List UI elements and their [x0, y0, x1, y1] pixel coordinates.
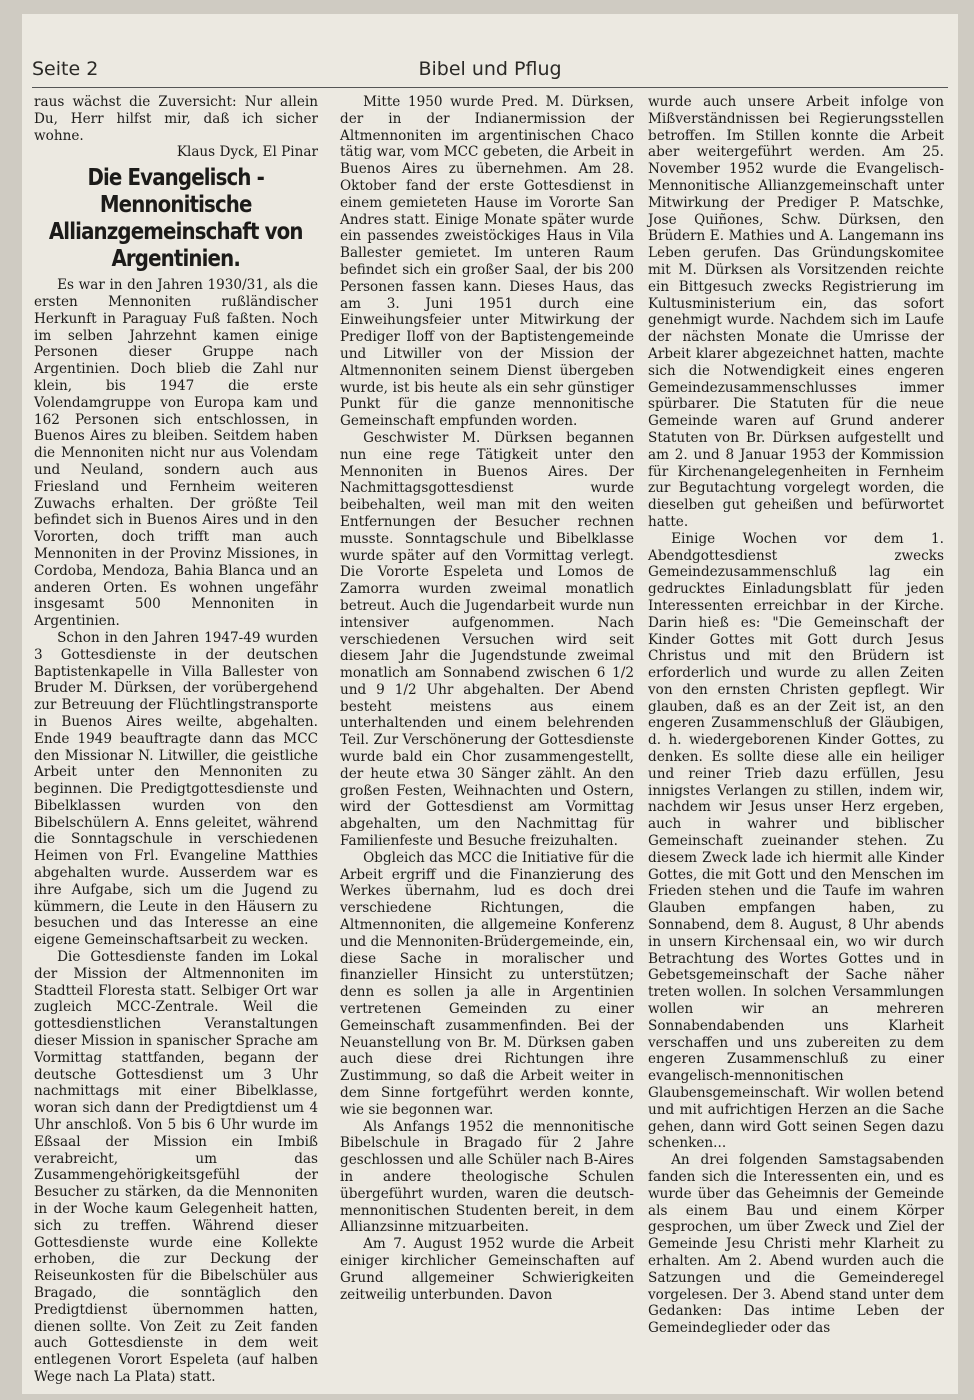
- paragraph: Die Gottesdienste fanden im Lokal der Mission der Altmennoniten im Stadtteil Floresta statt. Selbiger Ort war zugleich MCC-Zentrale. Weil die gottesdienstlichen Veranstaltungen dieser Mission in spanischer Sprache am Vormittag stattfanden, begann der deutsche Gottesdienst um 3 Uhr nachmittags mit einer Bibelklasse, woran sich dann der Predigtdienst um 4 Uhr anschloß. Von 5 bis 6 Uhr wurde im Eßsaal der Mission ein Imbiß verabreicht, um das Zusammengehörigkeitsgefühl der Besucher zu stärken, da die Mennoniten in der Woche kaum Gelegenheit hatten, sich zu treffen. Während dieser Gottesdienste wurde eine Kollekte erhoben, die zur Deckung der Reiseunkosten für die Bibelschüler aus Bragado, die sonntäglich den Predigtdienst übernommen hatten, dienen sollte. Von Zeit zu Zeit fanden auch Gottesdienste in dem weit entlegenen Vorort Espeleta (auf halben Wege nach La Plata) statt.: [34, 949, 318, 1385]
- author-signature: Klaus Dyck, El Pinar: [176, 144, 318, 161]
- paragraph: Als Anfangs 1952 die mennonitische Bibelschule in Bragado für 2 Jahre geschlossen und alle Schüler nach B-Aires in andere theologische Schulen übergeführt wurden, waren die deutsch-mennonitischen Studenten bereit, in dem Allianzsinne mitzuarbeiten.: [340, 1118, 634, 1236]
- page-header: [32, 54, 948, 88]
- paragraph: Obgleich das MCC die Initiative für die Arbeit ergriff und die Finanzierung des Werkes übernahm, lud es doch drei verschiedene Richtungen, die Altmennoniten, die allgemeine Konferenz und die Mennoniten-Brüdergemeinde, ein, diese Sache in moralischer und finanzieller Hinsicht zu unterstützen; denn es sollen ja alle in Argentinien vertretenen Gemeinden zu einer Gemeinschaft zusammenfinden. Bei der Neuanstellung von Br. M. Dürksen gaben auch diese drei Richtungen ihre Zustimmung, so daß die Arbeit weiter in dem Sinne fortgeführt werden konnte, wie sie begonnen war.: [340, 849, 634, 1118]
- column-1: [34, 94, 318, 1386]
- intro-paragraph: raus wächst die Zuversicht: Nur allein Du, Herr hilfst mir, daß ich sicher wohne.: [34, 94, 318, 144]
- publication-title: Bibel und Pflug: [418, 58, 562, 80]
- column-3: [648, 94, 944, 1337]
- paragraph: Mitte 1950 wurde Pred. M. Dürksen, der in der Indianermission der Altmennoniten im argentinischen Chaco tätig war, vom MCC gebeten, die Arbeit in Buenos Aires zu übernehmen. Am 28. Oktober fand der erste Gottesdienst in einem gemieteten Hause im Vororte San Andres statt. Einige Monate später wurde ein passendes zweistöckiges Haus in Vila Ballester gemietet. Im unteren Raum befindet sich ein großer Saal, der bis 200 Personen fassen kann. Dieses Haus, das am 3. Juni 1951 durch eine Einweihungsfeier unter Mitwirkung der Prediger Iloff von der Baptistengemeinde und Litwiller von der Mission der Altmennoniten seinem Dienst übergeben wurde, ist bis heute als ein sehr günstiger Punkt für die ganze mennonitische Gemeinschaft empfunden worden.: [340, 94, 634, 430]
- paragraph: An drei folgenden Samstagsabenden fanden sich die Interessenten ein, und es wurde über das Geheimnis der Gemeinde als einem Bau und einem Körper gesprochen, um über Zweck und Ziel der Gemeinde Jesu Christi mehr Klarheit zu erhalten. Am 2. Abend wurden auch die Satzungen und die Gemeinderegel vorgelesen. Der 3. Abend stand unter dem Gedanken: Das intime Leben der Gemeindeglieder oder das: [648, 1152, 944, 1337]
- column-2: [340, 94, 634, 1303]
- paragraph: Geschwister M. Dürksen begannen nun eine rege Tätigkeit unter den Mennoniten in Buenos Aires. Der Nachmittagsgottesdienst wurde beibehalten, weil man mit den weiten Entfernungen der Besucher rechnen musste. Sonntagschule und Bibelklasse wurde später auf den Vormittag verlegt. Die Vororte Espeleta und Lomos de Zamorra wurden zweimal monatlich betreut. Auch die Jugendarbeit wurde nun intensiver aufgenommen. Nach verschiedenen Versuchen wird seit diesem Jahr die Jugendstunde zweimal monatlich am Sonnabend zwischen 6 1/2 und 9 1/2 Uhr abgehalten. Der Abend besteht meistens aus einem unterhaltenden und einem belehrenden Teil. Zur Verschönerung der Gottesdienste wurde bald ein Chor zusammengestellt, der heute etwa 30 Sänger zählt. An den großen Festen, Weihnachten und Ostern, wird der Gottesdienst am Vormittag abgehalten, um den Nachmittag für Familienfeste und Besuche freizuhalten.: [340, 429, 634, 850]
- page-number: Seite 2: [32, 58, 99, 80]
- header-rule: [32, 87, 948, 88]
- paragraph: wurde auch unsere Arbeit infolge von Mißverständnissen bei Regierungsstellen betroffen. Im Stillen konnte die Arbeit aber weitergeführt werden. Am 25. November 1952 wurde die Evangelisch-Mennonitische Allianzgemeinschaft unter Mitwirkung der Prediger P. Matschke, Jose Quiñones, Schw. Dürksen, den Brüdern E. Mathies und A. Langemann ins Leben gerufen. Das Gründungskomitee mit M. Dürksen als Vorsitzenden reichte ein Bittgesuch zwecks Registrierung im Kultusministerium ein, das sofort genehmigt wurde. Nachdem sich im Laufe der nächsten Monate die Umrisse der Arbeit klarer abgezeichnet hatten, machte sich die Notwendigkeit eines engeren Gemeindezusammenschlusses immer spürbarer. Die Statuten für die neue Gemeinde waren auf Grund anderer Statuten von Br. Dürksen aufgestellt und am 2. und 8 Januar 1953 der Kommission für Kirchenangelegenheiten in Fernheim zur Begutachtung vorgelegt worden, die dieselben gut geheißen und befürwortet hatte.: [648, 94, 944, 530]
- paragraph: Es war in den Jahren 1930/31, als die ersten Mennoniten rußländischer Herkunft in Paraguay Fuß faßten. Noch im selben Jahrzehnt kamen einige Personen dieser Gruppe nach Argentinien. Doch blieb die Zahl nur klein, bis 1947 die erste Volendamgruppe von Europa kam und 162 Personen sich entschlossen, in Buenos Aires zu bleiben. Seitdem haben die Mennoniten nicht nur aus Volendam und Neuland, sondern auch aus Friesland und Fernheim weiteren Zuwachs erhalten. Der größte Teil befindet sich in Buenos Aires und in den Vororten, doch trifft man auch Mennoniten in der Provinz Missiones, in Cordoba, Mendoza, Bahia Blanca und an anderen Orten. Es wohnen ungefähr insgesamt 500 Mennoniten in Argentinien.: [34, 277, 318, 630]
- paragraph: Einige Wochen vor dem 1. Abendgottesdienst zwecks Gemeindezusammenschluß lag ein gedrucktes Einladungsblatt für jeden Interessenten erreichbar in der Kirche. Darin hieß es: "Die Gemeinschaft der Kinder Gottes mit Gott durch Jesus Christus und mit den Brüdern ist erforderlich und wurde zu allen Zeiten von den ernsten Christen gepflegt. Wir glauben, daß es an der Zeit ist, an den engeren Zusammenschluß der Gläubigen, d. h. wiedergeborenen Kinder Gottes, zu denken. Es sollte diese alle ein heiliger und reiner Trieb dazu erfüllen, Jesu innigstes Verlangen zu stillen, indem wir, nachdem wir Jesus unser Herz ergeben, auch in wahrer und biblischer Gemeinschaft zueinander stehen. Zu diesem Zweck lade ich hiermit alle Kinder Gottes, die mit Gott und den Menschen im Frieden stehen und die Taufe im wahren Glauben empfangen haben, zu Sonnabend, dem 8. August, 8 Uhr abends in unsern Kirchensaal ein, wo wir durch Betrachtung des Wortes Gottes und in Gebetsgemeinschaft der Sache näher treten wollen. In solchen Versammlungen wollen wir an mehreren Sonnabendabenden uns Klarheit verschaffen und uns zubereiten zu dem engeren Zusammenschluß zu einer evangelisch-mennonitischen Glaubensgemeinschaft. Wir wollen betend und mit aufrichtigen Herzen an die Sache gehen, dann wird Gott seinen Segen dazu schenken...: [648, 530, 944, 1152]
- paragraph: Schon in den Jahren 1947-49 wurden 3 Gottesdienste in der deutschen Baptistenkapelle in Villa Ballester von Bruder M. Dürksen, der vorübergehend zur Betreuung der Flüchtlingstransporte in Buenos Aires weilte, abgehalten. Ende 1949 beauftragte dann das MCC den Missionar N. Litwiller, die geistliche Arbeit unter den Mennoniten zu beginnen. Die Predigtgottesdienste und Bibelklassen wurden von den Bibelschülern A. Enns geleitet, während die Sonntagschule in verschiedenen Heimen von Frl. Evangeline Matthies abgehalten wurde. Ausserdem war es ihre Aufgabe, sich um die Jugend zu kümmern, die Leute in den Häusern zu besuchen und das Interesse an eine eigene Gemeinschaftsarbeit zu wecken.: [34, 629, 318, 949]
- paragraph: Am 7. August 1952 wurde die Arbeit einiger kirchlicher Gemeinschaften auf Grund allgemeiner Schwierigkeiten zeitweilig unterbunden. Davon: [340, 1236, 634, 1303]
- article-headline: Die Evangelisch - Mennonitische Allianzgemeinschaft von Argentinien.: [49, 165, 303, 273]
- newspaper-page: [22, 14, 958, 1394]
